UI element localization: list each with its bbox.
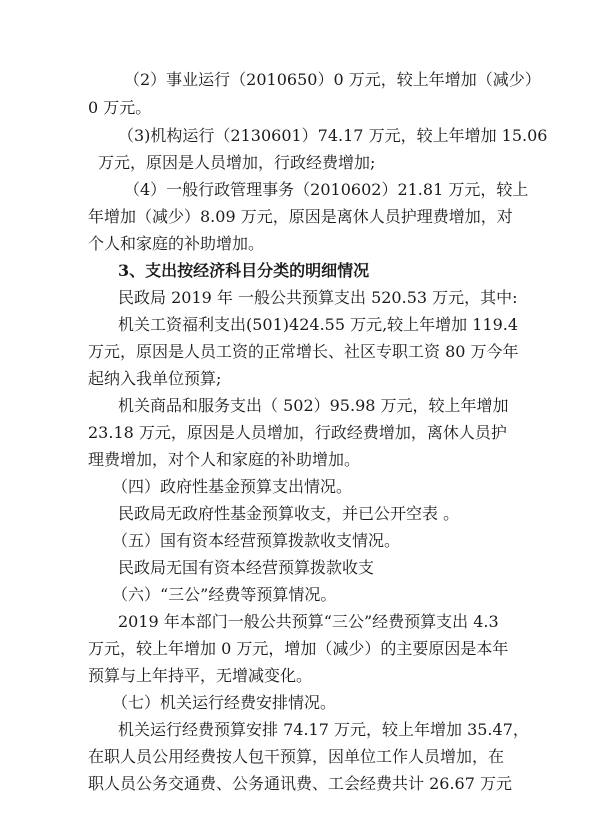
section-heading: 3、支出按经济科目分类的明细情况: [118, 261, 370, 280]
text-line: 民政局 2019 年 一般公共预算支出 520.53 万元，其中:: [118, 288, 518, 307]
text-line: 在职人员公用经费按人包干预算，因单位工作人员增加，在: [88, 747, 505, 766]
section-heading: （六）“三公”经费等预算情况。: [112, 585, 337, 604]
text-line: 预算与上年持平，无增减变化。: [88, 666, 313, 685]
text-line: （4）一般行政管理事务（2010602）21.81 万元，较上: [124, 180, 529, 199]
text-line: 起纳入我单位预算;: [88, 369, 222, 388]
text-line: 理费增加，对个人和家庭的补助增加。: [88, 450, 361, 469]
text-line: 民政局无国有资本经营预算拨款收支: [118, 558, 375, 577]
text-line: 个人和家庭的补助增加。: [88, 234, 265, 253]
text-line: 2019 年本部门一般公共预算“三公”经费预算支出 4.3: [118, 612, 499, 631]
text-line: 万元，较上年增加 0 万元，增加（减少）的主要原因是本年: [88, 639, 509, 658]
text-line: 机关商品和服务支出（ 502）95.98 万元，较上年增加: [118, 396, 509, 415]
text-line: 机关运行经费预算安排 74.17 万元，较上年增加 35.47，: [118, 720, 529, 739]
text-line: 年增加（减少）8.09 万元，原因是离休人员护理费增加，对: [88, 207, 513, 226]
text-line: 机关工资福利支出(501)424.55 万元,较上年增加 119.4: [118, 315, 519, 334]
text-line: 0 万元。: [88, 98, 152, 117]
text-line: （2）事业运行（2010650）0 万元，较上年增加（减少）: [124, 70, 541, 89]
text-line: 民政局无政府性基金预算收支，并已公开空表 。: [118, 504, 460, 523]
text-line: （3)机构运行（2130601）74.17 万元，较上年增加 15.06: [118, 126, 548, 145]
text-line: 万元，原因是人员工资的正常增长、社区专职工资 80 万今年: [88, 342, 519, 361]
section-heading: （五）国有资本经营预算拨款收支情况。: [112, 531, 401, 550]
section-heading: （七）机关运行经费安排情况。: [112, 693, 337, 712]
text-line: 23.18 万元，原因是人员增加，行政经费增加，离休人员护: [88, 423, 507, 442]
section-heading: （四）政府性基金预算支出情况。: [112, 477, 353, 496]
text-line: 职人员公务交通费、公务通讯费、工会经费共计 26.67 万元: [88, 774, 512, 793]
text-line: 万元，原因是人员增加，行政经费增加;: [98, 153, 376, 172]
